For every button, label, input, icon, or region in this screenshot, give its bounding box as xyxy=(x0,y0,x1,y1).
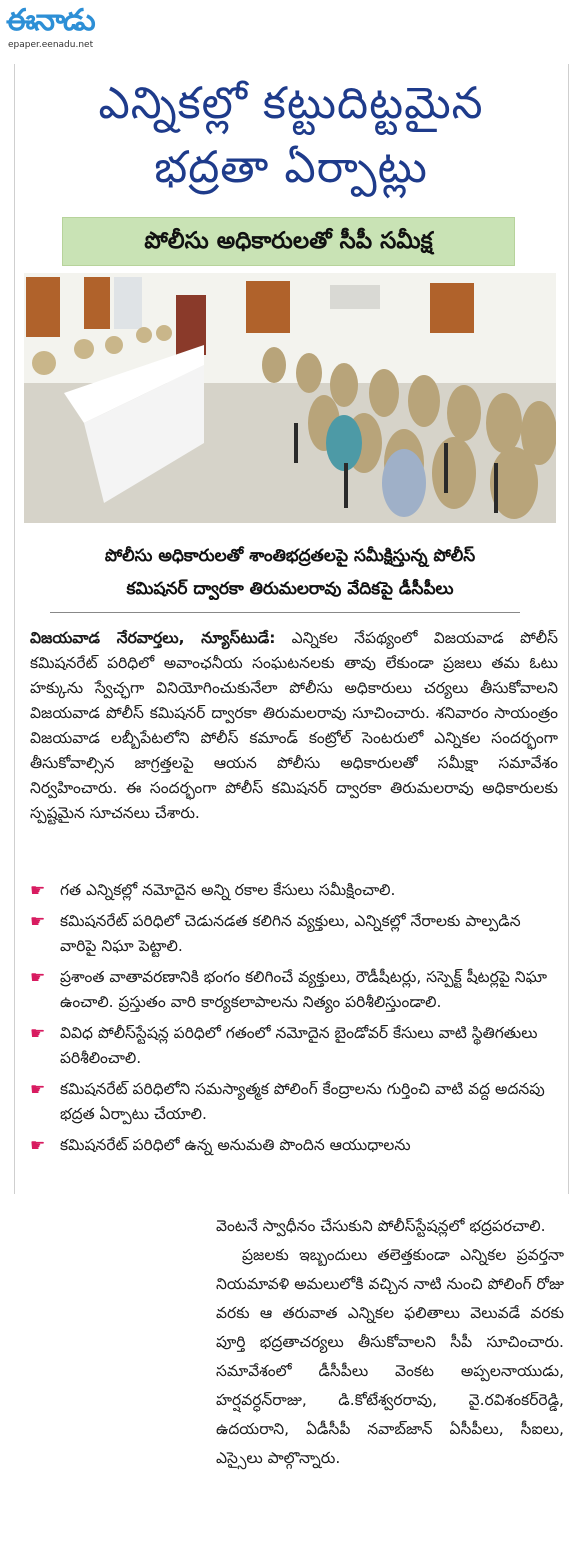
column-border-right xyxy=(568,64,569,1194)
photo-caption-line-2: కమిషనర్ ద్వారకా తిరుమలరావు వేదికపై డీసీపీలు xyxy=(126,579,454,599)
eenadu-logo[interactable]: ఈనాడు xyxy=(6,3,94,38)
pointing-hand-icon: ☛ xyxy=(30,912,46,932)
article-intro xyxy=(30,626,558,826)
instruction-item xyxy=(30,965,558,1015)
caption-divider xyxy=(50,612,520,613)
instruction-item xyxy=(30,1077,558,1127)
instruction-text: కమిషనరేట్ పరిధిలో చెడునడత కలిగిన వ్యక్తులు, ఎన్నికల్లో నేరాలకు పాల్పడిన వారిపై నిఘా పెట్టాలి. xyxy=(60,912,521,955)
meeting-photo xyxy=(24,273,556,523)
pointing-hand-icon: ☛ xyxy=(30,1136,46,1156)
instruction-item xyxy=(30,1021,558,1071)
subheadline: పోలీసు అధికారులతో సీపీ సమీక్ష xyxy=(62,217,515,266)
photo-caption-line-1: పోలీసు అధికారులతో శాంతిభద్రతలపై సమీక్షిస్తున్న పోలీస్ xyxy=(104,546,476,566)
meeting-photo-illustration xyxy=(24,273,556,523)
instruction-text: వివిధ పోలీస్‌స్టేషన్ల పరిధిలో గతంలో నమోదైన బైండోవర్ కేసులు వాటి స్థితిగతులు పరిశీలించాలి. xyxy=(60,1024,538,1067)
instruction-list xyxy=(30,878,558,1164)
closing-paragraph: ప్రజలకు ఇబ్బందులు తలెత్తకుండా ఎన్నికల ప్రవర్తనా నియమావళి అమలులోకి వచ్చిన నాటి నుంచి పోలింగ్ రోజు వరకు ఆ తరువాత ఎన్నికల ఫలితాలు వెలువడే వరకు పూర్తి భద్రతాచర్యలు తీసుకోవాలని సీపీ సూచించారు. సమావేశంలో డీసీపీలు వెంకట అప్పలనాయుడు, హర్షవర్ధన్‌రాజు, డి.కోటేశ్వరరావు, వై.రవిశంకర్‌రెడ్డి, ఉదయరాని, ఏడీసీపీ నవాబ్‌జాన్ ఏసీపీలు, సీఐలు, ఎస్సైలు పాల్గొన్నారు. xyxy=(216,1246,564,1467)
article-continuation xyxy=(216,1212,564,1473)
column-border-left xyxy=(14,64,15,1194)
instruction-text: ప్రశాంత వాతావరణానికి భంగం కలిగించే వ్యక్తులు, రౌడీషీటర్లు, సస్పెక్ట్ షీటర్లపై నిఘా ఉంచాలి. ప్రస్తుతం వారి కార్యకలాపాలను నిత్యం పరిశీలిస్తుండాలి. xyxy=(60,968,548,1011)
intro-paragraph: ఎన్నికల నేపథ్యంలో విజయవాడ పోలీస్ కమిషనరేట్ పరిధిలో అవాంఛనీయ సంఘటనలకు తావు లేకుండా ప్రజలు తమ ఓటు హక్కును స్వేచ్ఛగా వినియోగించుకునేలా పోలీసు అధికారులు చర్యలు తీసుకోవాలని విజయవాడ పోలీస్ కమిషనర్ ద్వారకా తిరుమలరావు సూచించారు. శనివారం సాయంత్రం విజయవాడ లబ్బీపేటలోని పోలీస్ కమాండ్ కంట్రోల్ సెంటరులో ఎన్నికల సందర్భంగా తీసుకోవాల్సిన జాగ్రత్తలపై ఆయన పోలీసు అధికారులతో సమీక్షా సమావేశం నిర్వహించారు. ఈ సందర్భంగా పోలీస్ కమిషనర్ ద్వారకా తిరుమలరావు అధికారులకు స్పష్టమైన సూచనలు చేశారు. xyxy=(30,629,558,822)
pointing-hand-icon: ☛ xyxy=(30,968,46,988)
dateline: విజయవాడ నేరవార్తలు, న్యూస్‌టుడే: xyxy=(30,629,276,647)
headline xyxy=(14,72,568,200)
instruction-item xyxy=(30,1133,558,1158)
headline-line-2: భద్రతా ఏర్పాట్లు xyxy=(154,142,428,193)
continuation-text: వెంటనే స్వాధీనం చేసుకుని పోలీస్‌స్టేషన్లలో భద్రపరచాలి. xyxy=(216,1217,546,1235)
instruction-item xyxy=(30,878,558,903)
pointing-hand-icon: ☛ xyxy=(30,881,46,901)
pointing-hand-icon: ☛ xyxy=(30,1080,46,1100)
site-url: epaper.eenadu.net xyxy=(8,40,94,50)
masthead xyxy=(6,4,146,54)
headline-line-1: ఎన్నికల్లో కట్టుదిట్టమైన xyxy=(98,78,484,129)
photo-caption xyxy=(40,540,540,606)
instruction-item xyxy=(30,909,558,959)
instruction-text: కమిషనరేట్ పరిధిలోని సమస్యాత్మక పోలింగ్ కేంద్రాలను గుర్తించి వాటి వద్ద అదనపు భద్రత ఏర్పాటు చేయాలి. xyxy=(60,1080,545,1123)
instruction-text: కమిషనరేట్ పరిధిలో ఉన్న అనుమతి పొందిన ఆయుధాలను xyxy=(60,1136,411,1154)
instruction-text: గత ఎన్నికల్లో నమోదైన అన్ని రకాల కేసులు సమీక్షించాలి. xyxy=(60,881,396,899)
pointing-hand-icon: ☛ xyxy=(30,1024,46,1044)
